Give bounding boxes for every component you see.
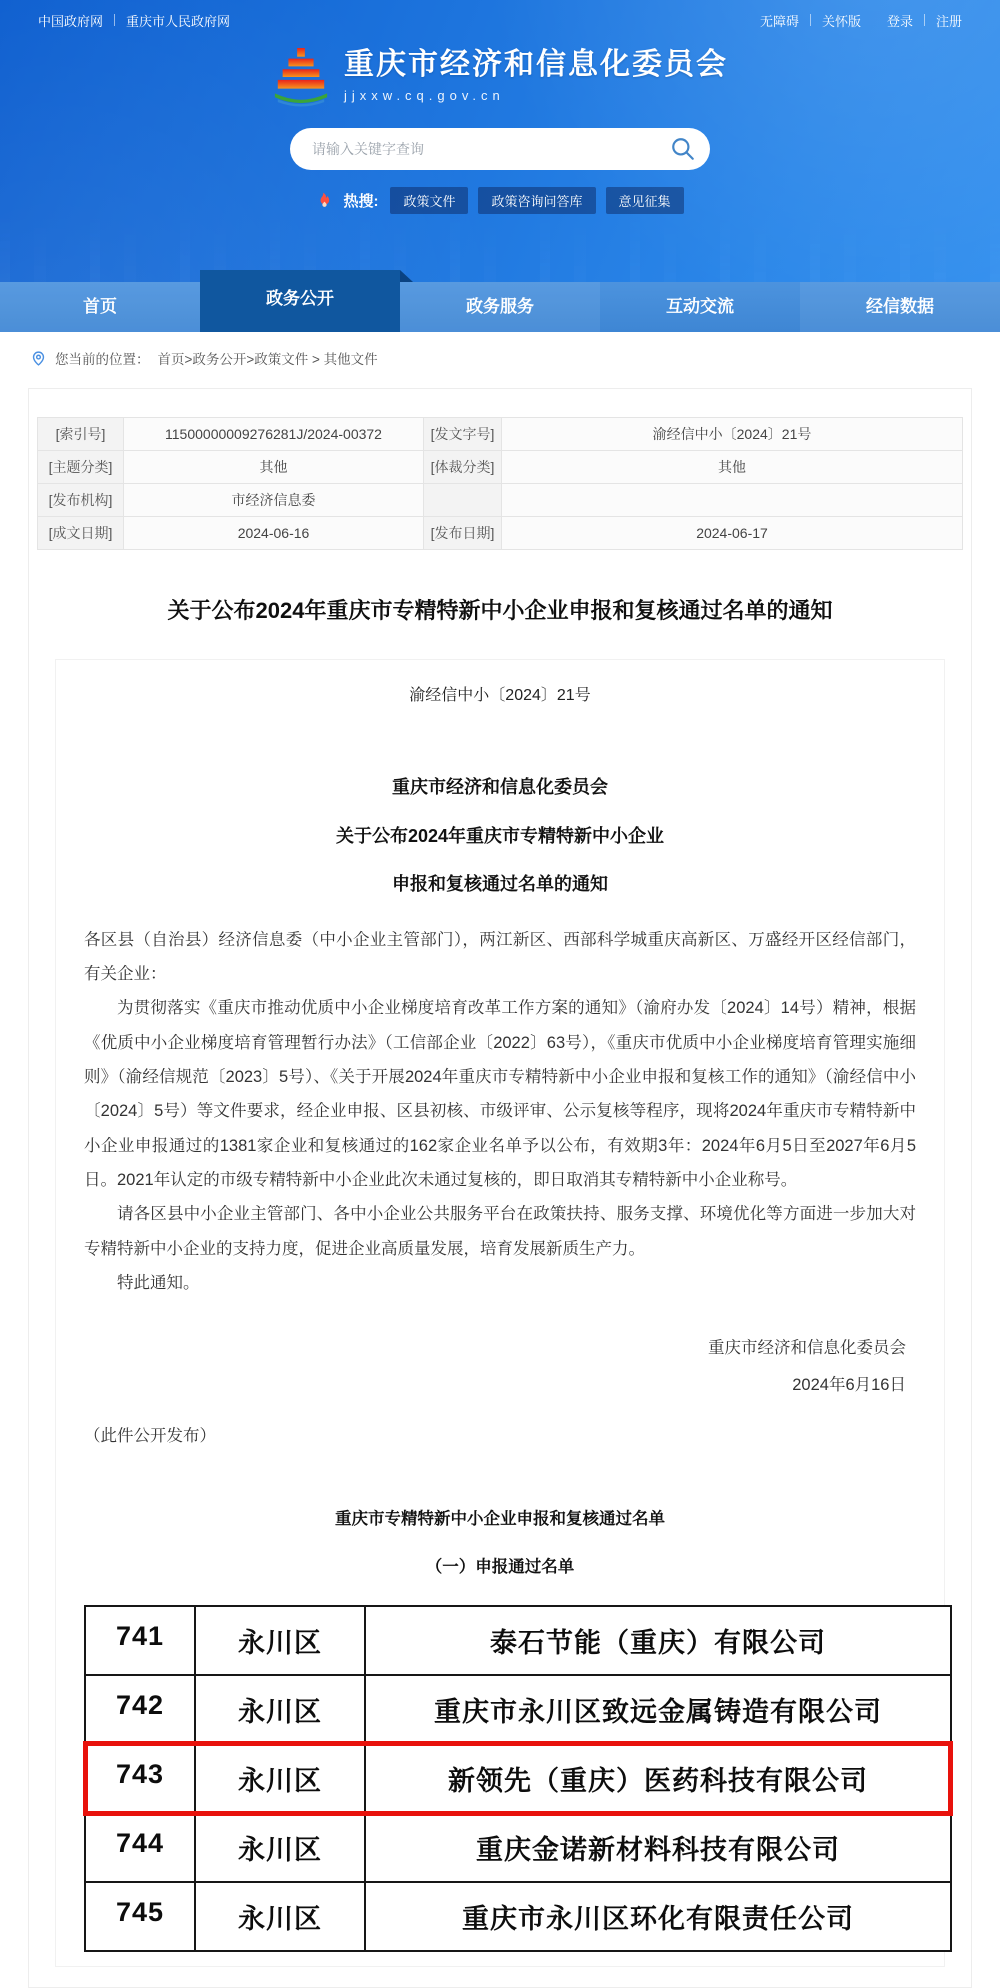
topbar-left-links [38, 11, 230, 30]
document-meta-table [37, 417, 963, 550]
company-row [86, 1881, 950, 1950]
company-name: 重庆金诺新材料科技有限公司 [364, 1814, 950, 1881]
document-body [84, 923, 916, 1300]
meta-label-written-date: [成文日期] [38, 517, 124, 550]
divider [810, 14, 811, 26]
company-name: 重庆市永川区环化有限责任公司 [364, 1883, 950, 1950]
meta-row [38, 517, 963, 550]
hot-search-row [0, 187, 1000, 214]
link-register[interactable]: 注册 [935, 13, 962, 29]
breadcrumb-path[interactable]: 首页>政务公开>政策文件 > 其他文件 [157, 352, 378, 367]
page-title: 关于公布2024年重庆市专精特新中小企业申报和复核通过名单的通知 [167, 598, 833, 623]
paragraph-support: 请各区县中小企业主管部门、各中小企业公共服务平台在政策扶持、服务支撑、环境优化等方面进一步加大对专精特新中小企业的支持力度，促进企业高质量发展，培育发展新质生产力。 [84, 1205, 916, 1258]
company-list-table [84, 1605, 952, 1952]
meta-value-written-date: 2024-06-16 [124, 517, 424, 550]
paragraph-salutation: 各区县（自治县）经济信息委（中小企业主管部门），两江新区、西部科学城重庆高新区、万盛经开区经信部门，有关企业： [84, 930, 916, 984]
attachment-list-subtitle: （一）申报通过名单 [425, 1558, 575, 1577]
nav-item-gov-services[interactable]: 政务服务 [400, 282, 600, 332]
nav-item-interaction[interactable]: 互动交流 [666, 297, 734, 316]
attachment-list-title: 重庆市专精特新中小企业申报和复核通过名单 [335, 1510, 665, 1529]
paragraph-notice-close: 特此通知。 [117, 1273, 200, 1292]
site-title: 重庆市经济和信息化委员会 [344, 48, 728, 81]
link-accessibility[interactable]: 无障碍 [759, 13, 799, 29]
document-body-panel [55, 659, 945, 1967]
meta-row [38, 484, 963, 517]
divider [114, 14, 115, 26]
nav-item-label: 政务公开 [266, 289, 334, 308]
company-district: 永川区 [194, 1676, 364, 1743]
document-number: 渝经信中小〔2024〕21号 [409, 687, 591, 704]
company-name: 重庆市永川区致远金属铸造有限公司 [364, 1676, 950, 1743]
doc-heading-line-2: 关于公布2024年重庆市专精特新中小企业 [335, 825, 665, 846]
breadcrumb [0, 332, 1000, 380]
site-banner [0, 0, 1000, 282]
company-district: 永川区 [194, 1883, 364, 1950]
signature-org: 重庆市经济和信息化委员会 [708, 1339, 906, 1358]
hot-tag-policy-qa[interactable]: 政策咨询问答库 [478, 187, 595, 214]
hot-tag-opinion[interactable]: 意见征集 [606, 187, 684, 214]
flame-icon [316, 191, 333, 210]
meta-value-genre-class: 其他 [502, 451, 963, 484]
company-row [86, 1607, 950, 1674]
main-nav [0, 282, 1000, 332]
company-row [86, 1812, 950, 1881]
signature-block [84, 1330, 916, 1404]
company-name: 泰石节能（重庆）有限公司 [364, 1607, 950, 1674]
doc-heading-line-3: 申报和复核通过名单的通知 [392, 874, 608, 895]
site-logo-icon[interactable] [272, 46, 330, 108]
company-name: 新领先（重庆）医药科技有限公司 [364, 1745, 950, 1812]
meta-value-index-no: 11500000009276281J/2024-00372 [124, 418, 424, 451]
article-card [28, 388, 972, 1988]
link-care-version[interactable]: 关怀版 [821, 13, 861, 29]
meta-value-topic-class: 其他 [124, 451, 424, 484]
topbar-right-links [760, 11, 962, 30]
brand-text [344, 46, 728, 103]
breadcrumb-prefix: 您当前的位置： [55, 352, 150, 367]
company-district: 永川区 [194, 1607, 364, 1674]
company-row [86, 1674, 950, 1743]
company-district: 永川区 [194, 1745, 364, 1812]
doc-heading-line-1: 重庆市经济和信息化委员会 [392, 777, 608, 797]
nav-item-econ-data[interactable]: 经信数据 [800, 282, 1000, 332]
company-district: 永川区 [194, 1814, 364, 1881]
company-no: 742 [115, 1690, 165, 1721]
meta-label-topic-class: [主题分类] [38, 451, 124, 484]
location-pin-icon [30, 350, 47, 367]
signature-date: 2024年6月16日 [792, 1376, 906, 1395]
link-chongqing-gov[interactable]: 重庆市人民政府网 [126, 13, 231, 29]
meta-value-doc-no: 渝经信中小〔2024〕21号 [502, 418, 963, 451]
company-no: 743 [115, 1759, 165, 1790]
meta-label-genre-class: [体裁分类] [424, 451, 502, 484]
link-china-gov[interactable]: 中国政府网 [38, 13, 104, 29]
nav-item-home[interactable]: 首页 [0, 282, 200, 332]
meta-label-empty [424, 484, 502, 517]
search-bar [290, 128, 710, 170]
divider [924, 14, 925, 26]
meta-label-index-no: [索引号] [38, 418, 124, 451]
public-release-note: （此件公开发布） [84, 1427, 216, 1446]
cityscape-decoration [0, 206, 1000, 282]
meta-value-publish-date: 2024-06-17 [502, 517, 963, 550]
meta-label-doc-no: [发文字号] [424, 418, 502, 451]
company-row-highlighted [86, 1743, 950, 1812]
search-icon [670, 136, 696, 162]
meta-row [38, 451, 963, 484]
hot-tag-policy-docs[interactable]: 政策文件 [390, 187, 468, 214]
link-login[interactable]: 登录 [886, 13, 913, 29]
nav-item-gov-disclosure[interactable] [200, 270, 400, 332]
meta-value-empty [502, 484, 963, 517]
site-brand [0, 46, 1000, 108]
meta-value-issuing-org: 市经济信息委 [124, 484, 424, 517]
search-input[interactable] [290, 128, 710, 170]
company-no: 744 [115, 1828, 165, 1859]
hot-search-label: 热搜: [343, 193, 379, 210]
search-button[interactable] [670, 136, 696, 162]
top-utility-bar [0, 0, 1000, 40]
site-domain: jjxxw.cq.gov.cn [344, 87, 505, 103]
company-no: 741 [115, 1621, 165, 1652]
meta-label-publish-date: [发布日期] [424, 517, 502, 550]
meta-label-issuing-org: [发布机构] [38, 484, 124, 517]
company-no: 745 [115, 1897, 165, 1928]
paragraph-main: 为贯彻落实《重庆市推动优质中小企业梯度培育改革工作方案的通知》（渝府办发〔2024〕14号）精神，根据《优质中小企业梯度培育管理暂行办法》（工信部企业〔2022〕63号），《重庆市优质中小企业梯度培育管理实施细则》（渝经信规范〔2023〕5号）、《关于开展2024年重庆市专精特新中小企业申报和复核工作的通知》（渝经信中小〔2024〕5号）等文件要求，经企业申报、区县初核、市级评审、公示复核等程序，现将2024年重庆市专精特新中小企业申报通过的1381家企业和复核通过的162家企业名单予以公布，有效期3年：2024年6月5日至2027年6月5日。2021年认定的市级专精特新中小企业此次未通过复核的，即日取消其专精特新中小企业称号。 [84, 999, 916, 1189]
meta-row [38, 418, 963, 451]
